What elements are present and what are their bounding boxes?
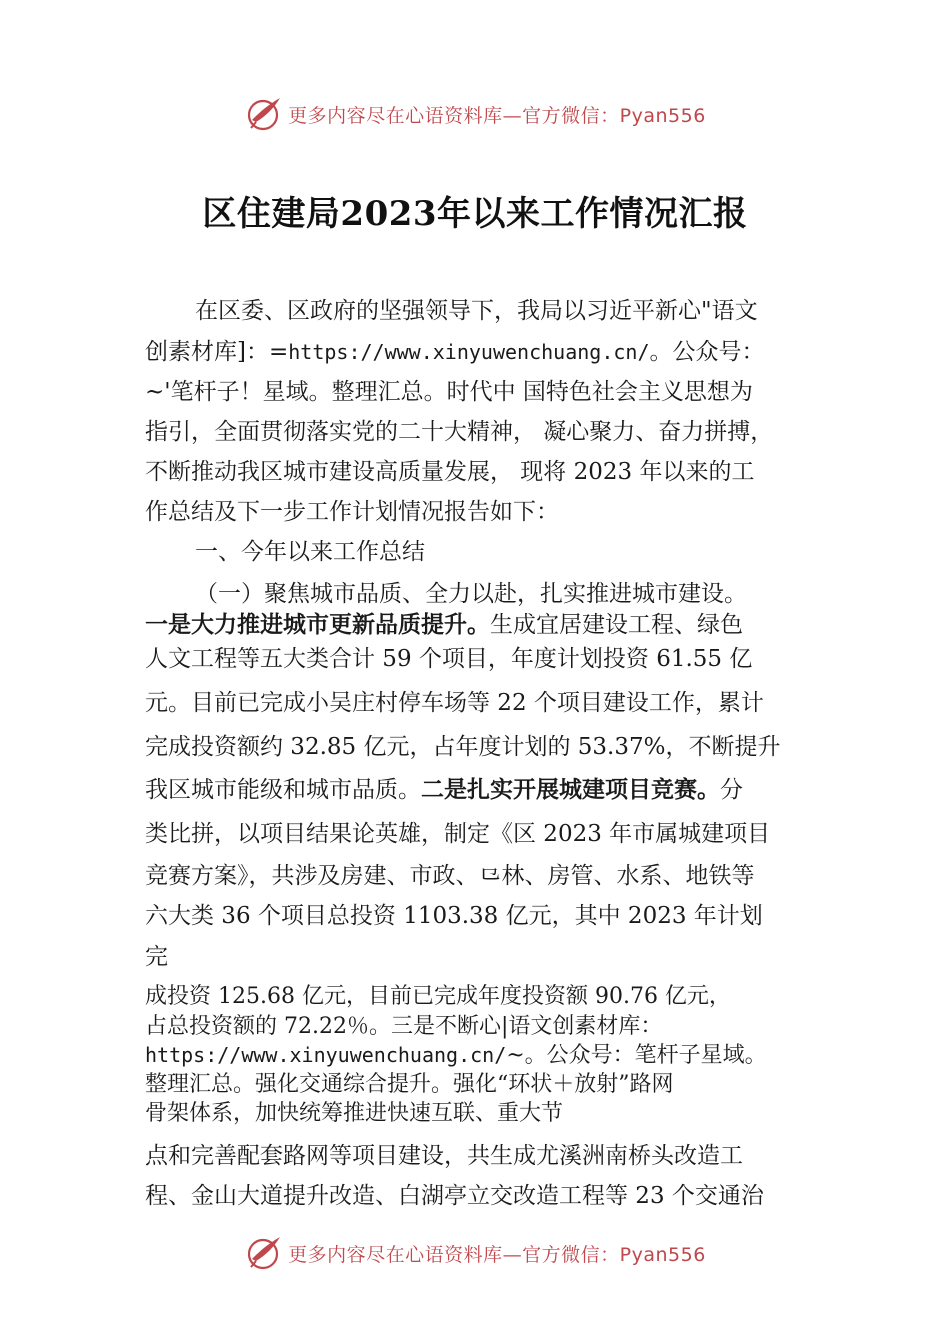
text-segment: ~。公众号：笔杆子星域。 xyxy=(506,1043,767,1068)
top-banner xyxy=(0,92,950,136)
body-line: 点和完善配套路网等项目建设，共生成尤溪洲南桥头改造工 xyxy=(145,1143,743,1169)
url-text: https://www.xinyuwenchuang.cn/ xyxy=(288,340,650,364)
bold-lead: 二是扎实开展城建项目竞赛。 xyxy=(421,777,720,803)
bottom-banner xyxy=(0,1231,950,1275)
body-line: 元。目前已完成小吴庄村停车场等 22 个项目建设工作，累计 xyxy=(145,690,764,716)
body-line: 成投资 125.68 亿元，目前已完成年度投资额 90.76 亿元， xyxy=(145,984,731,1009)
text-segment: 分 xyxy=(720,777,743,803)
banner-label: 更多内容尽在心语资料库—官方微信： xyxy=(288,1243,620,1266)
body-line: 六大类 36 个项目总投资 1103.38 亿元，其中 2023 年计划 xyxy=(145,903,763,929)
url-text: https://www.xinyuwenchuang.cn/ xyxy=(145,1043,507,1067)
body-line xyxy=(145,333,764,366)
quill-pen-logo-icon xyxy=(244,1233,284,1273)
subsection-heading: （一）聚焦城市品质、全力以赴，扎实推进城市建设。 xyxy=(195,581,747,607)
section-heading: 一、今年以来工作总结 xyxy=(195,539,425,565)
body-line xyxy=(145,1038,767,1069)
text-segment: 创素材库]：= xyxy=(145,339,289,365)
banner-text xyxy=(288,101,706,128)
bold-lead: 一是大力推进城市更新品质提升。 xyxy=(145,612,490,638)
body-line: ~'笔杆子！星域。整理汇总。时代中 国特色社会主义思想为 xyxy=(145,379,753,405)
body-line: 类比拼，以项目结果论英雄，制定《区 2023 年市属城建项目 xyxy=(145,821,771,847)
document-title: 区住建局2023年以来工作情况汇报 xyxy=(202,194,748,234)
body-line: 指引，全面贯彻落实党的二十大精神， 凝心聚力、奋力拼搏， xyxy=(145,419,774,445)
wechat-id: Pyan556 xyxy=(619,1243,706,1266)
text-segment: 。公众号： xyxy=(649,339,765,365)
banner-text xyxy=(288,1240,706,1267)
body-line xyxy=(145,606,743,639)
body-line: 在区委、区政府的坚强领导下，我局以习近平新心"语文 xyxy=(195,298,758,324)
body-line: 人文工程等五大类合计 59 个项目，年度计划投资 61.55 亿 xyxy=(145,646,753,672)
text-segment: 生成宜居建设工程、绿色 xyxy=(490,612,743,638)
text-segment: 我区城市能级和城市品质。 xyxy=(145,777,421,803)
wechat-id: Pyan556 xyxy=(619,104,706,127)
banner-label: 更多内容尽在心语资料库—官方微信： xyxy=(288,104,620,127)
body-line: 整理汇总。强化交通综合提升。强化“环状＋放射”路网 xyxy=(145,1072,674,1097)
body-line: 占总投资额的 72.22％。三是不断心|语文创素材库： xyxy=(145,1014,663,1039)
body-line xyxy=(145,771,743,804)
body-line: 骨架体系，加快统筹推进快速互联、重大节 xyxy=(145,1101,564,1126)
body-line: 作总结及下一步工作计划情况报告如下： xyxy=(145,499,559,525)
body-line: 完 xyxy=(145,944,168,970)
body-line: 完成投资额约 32.85 亿元，占年度计划的 53.37%，不断提升 xyxy=(145,734,781,760)
body-line: 不断推动我区城市建设高质量发展， 现将 2023 年以来的工 xyxy=(145,459,755,485)
body-line: 竞赛方案》，共涉及房建、市政、⺋林、房管、水系、地铁等 xyxy=(145,863,755,889)
quill-pen-logo-icon xyxy=(244,94,284,134)
body-line: 程、金山大道提升改造、白湖亭立交改造工程等 23 个交通治 xyxy=(145,1183,764,1209)
